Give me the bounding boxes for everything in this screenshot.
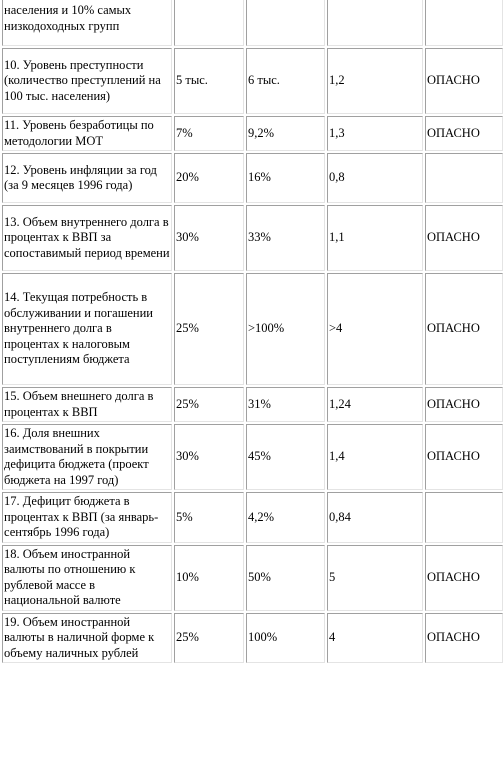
table-row <box>2 48 503 114</box>
table-row <box>2 205 503 271</box>
threshold-cell: 30% <box>174 205 244 271</box>
table-row <box>2 492 503 543</box>
threshold-cell: 7% <box>174 116 244 151</box>
actual-cell: 4,2% <box>246 492 325 543</box>
ratio-cell: 0,84 <box>327 492 423 543</box>
actual-cell: 16% <box>246 153 325 203</box>
ratio-cell: 1,4 <box>327 424 423 490</box>
threshold-cell: 10% <box>174 545 244 611</box>
threshold-cell: 30% <box>174 424 244 490</box>
status-cell: ОПАСНО <box>425 273 503 385</box>
status-cell <box>425 153 503 203</box>
indicator-cell: 12. Уровень инфляции за год (за 9 месяцев 1996 года) <box>2 153 172 203</box>
status-cell: ОПАСНО <box>425 387 503 422</box>
actual-cell: 50% <box>246 545 325 611</box>
actual-cell: >100% <box>246 273 325 385</box>
ratio-cell: 1,3 <box>327 116 423 151</box>
indicator-cell: 19. Объем иностранной валюты в наличной форме к объему наличных рублей <box>2 613 172 664</box>
status-cell <box>425 492 503 543</box>
table-row <box>2 613 503 664</box>
ratio-cell <box>327 0 423 46</box>
actual-cell: 100% <box>246 613 325 664</box>
ratio-cell: 1,1 <box>327 205 423 271</box>
table-row <box>2 424 503 490</box>
indicator-cell: 16. Доля внешних заимствований в покрытии дефицита бюджета (проект бюджета на 1997 год) <box>2 424 172 490</box>
ratio-cell: 4 <box>327 613 423 664</box>
table-row <box>2 545 503 611</box>
actual-cell: 45% <box>246 424 325 490</box>
threshold-cell: 5% <box>174 492 244 543</box>
status-cell: ОПАСНО <box>425 424 503 490</box>
threshold-cell: 25% <box>174 273 244 385</box>
indicator-cell: 13. Объем внутреннего долга в процентах к ВВП за сопоставимый период времени <box>2 205 172 271</box>
status-cell: ОПАСНО <box>425 205 503 271</box>
threshold-cell: 5 тыс. <box>174 48 244 114</box>
table-row <box>2 116 503 151</box>
table-row <box>2 0 503 46</box>
actual-cell: 9,2% <box>246 116 325 151</box>
indicator-cell: 11. Уровень безработицы по методологии МОТ <box>2 116 172 151</box>
threshold-cell: 25% <box>174 387 244 422</box>
actual-cell <box>246 0 325 46</box>
threshold-cell: 20% <box>174 153 244 203</box>
table-row <box>2 153 503 203</box>
indicator-cell: 17. Дефицит бюджета в процентах к ВВП (за январь-сентябрь 1996 года) <box>2 492 172 543</box>
status-cell: ОПАСНО <box>425 116 503 151</box>
status-cell: ОПАСНО <box>425 48 503 114</box>
ratio-cell: 1,2 <box>327 48 423 114</box>
indicator-cell: 15. Объем внешнего долга в процентах к ВВП <box>2 387 172 422</box>
table-row <box>2 273 503 385</box>
indicator-cell: 14. Текущая потребность в обслуживании и погашении внутреннего долга в процентах к налоговым поступлениям бюджета <box>2 273 172 385</box>
ratio-cell: 1,24 <box>327 387 423 422</box>
table-row <box>2 387 503 422</box>
actual-cell: 33% <box>246 205 325 271</box>
indicator-cell: 10. Уровень преступности (количество преступлений на 100 тыс. населения) <box>2 48 172 114</box>
status-cell: ОПАСНО <box>425 545 503 611</box>
ratio-cell: 0,8 <box>327 153 423 203</box>
threshold-cell: 25% <box>174 613 244 664</box>
status-cell <box>425 0 503 46</box>
ratio-cell: >4 <box>327 273 423 385</box>
indicator-cell: населения и 10% самых низкодоходных групп <box>2 0 172 46</box>
threshold-cell <box>174 0 244 46</box>
indicator-cell: 18. Объем иностранной валюты по отношению к рублевой массе в национальной валюте <box>2 545 172 611</box>
ratio-cell: 5 <box>327 545 423 611</box>
status-cell: ОПАСНО <box>425 613 503 664</box>
actual-cell: 6 тыс. <box>246 48 325 114</box>
actual-cell: 31% <box>246 387 325 422</box>
